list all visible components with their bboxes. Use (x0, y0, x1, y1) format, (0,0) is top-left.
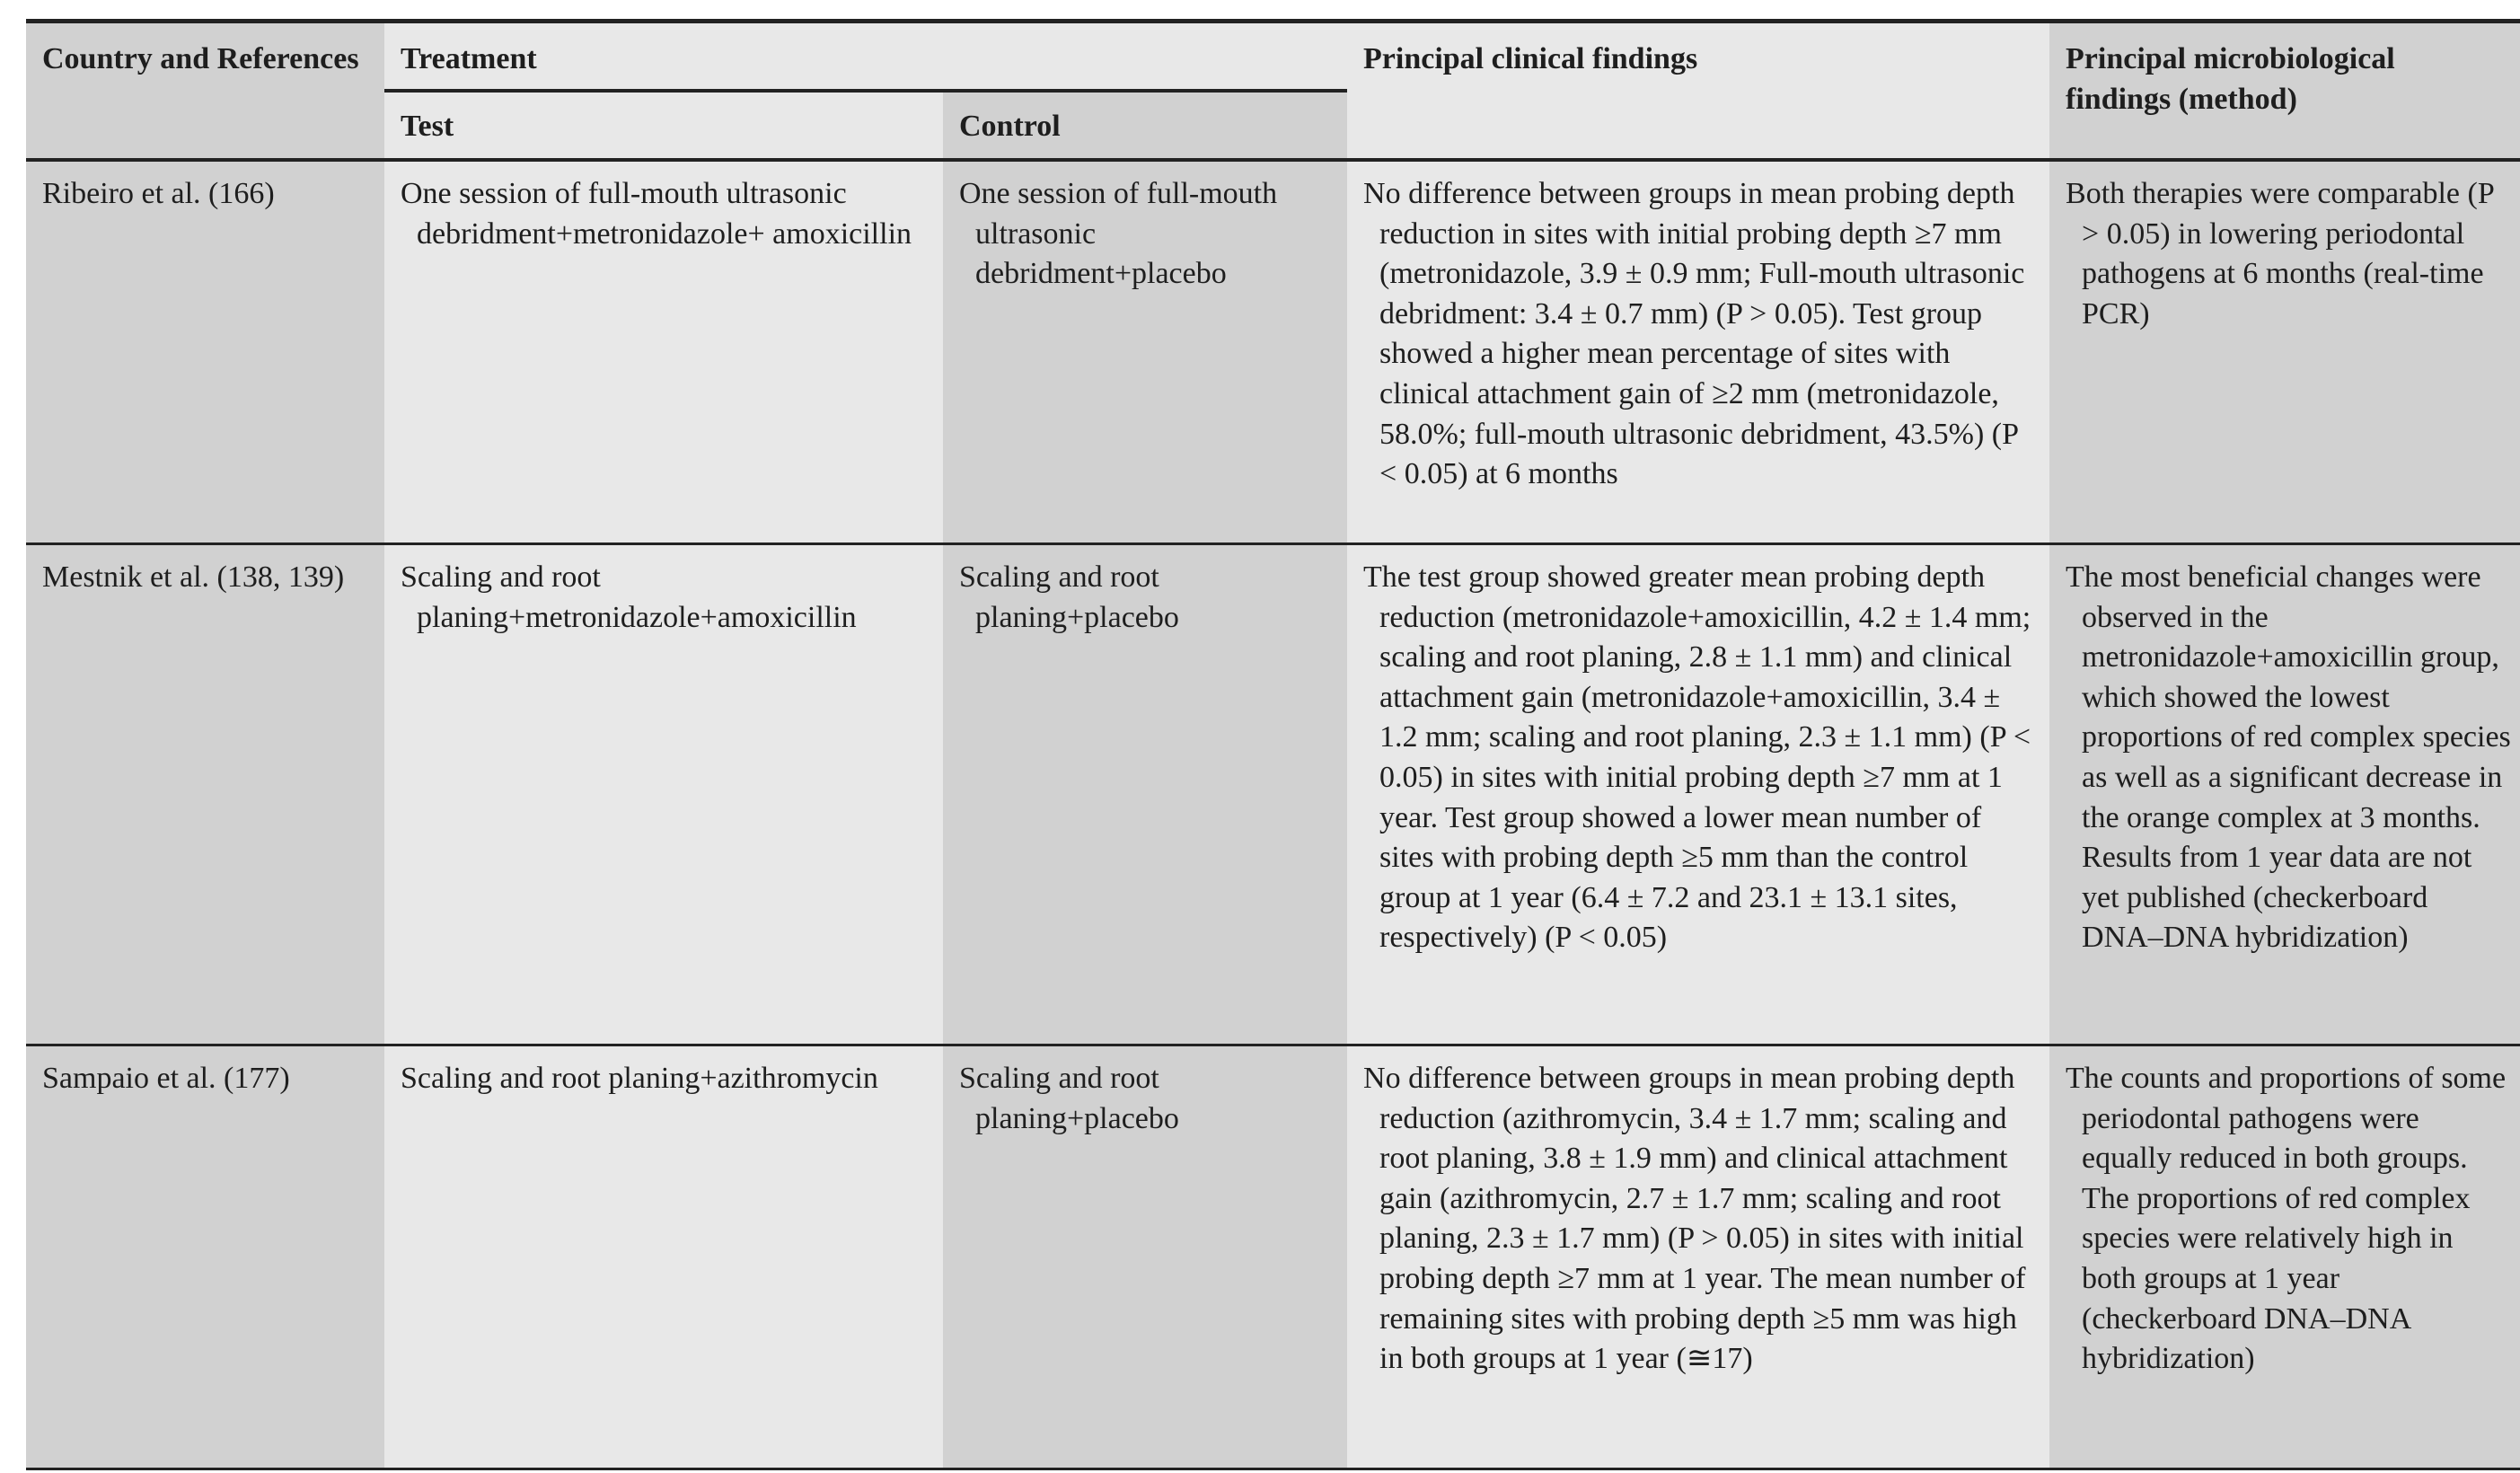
cell-reference (26, 160, 384, 544)
cell-clinical (1347, 160, 2049, 544)
table-body (26, 160, 2520, 1469)
header-country-refs (26, 22, 384, 161)
cell-micro (2049, 1045, 2520, 1469)
table-row (26, 160, 2520, 544)
test-text: One session of full-mouth ultrasonic debridment+metronidazole+ amoxicillin (401, 177, 912, 251)
table-row (26, 1045, 2520, 1469)
cell-test (384, 160, 943, 544)
micro-text: Both therapies were comparable (P > 0.05) in lowering periodontal pathogens at 6 months (real-time PCR) (2066, 177, 2494, 331)
header-control (943, 91, 1347, 160)
cell-clinical (1347, 1045, 2049, 1469)
clinical-text: No difference between groups in mean probing depth reduction in sites with initial probing depth ≥7 mm (metronidazole, 3.9 ± 0.9 mm; Full-mouth ultrasonic debridment: 3.4 ± 0.7 mm) (P > 0.05). Test group showed a higher mean percentage of sites with clinical attachment gain of ≥2 mm (metronidazole, 58.0%; full-mouth ultrasonic debridment, 43.5%) (P < 0.05) at 6 months (1363, 177, 2025, 491)
table-header (26, 22, 2520, 161)
control-text: Scaling and root planing+placebo (959, 1062, 1179, 1135)
cell-control (943, 544, 1347, 1045)
reference-text: Mestnik et al. (138, 139) (42, 560, 345, 594)
table-row (26, 544, 2520, 1045)
clinical-trials-table (26, 19, 2520, 1470)
header-micro-label: Principal microbiological findings (method) (2066, 42, 2395, 116)
reference-text: Sampaio et al. (177) (42, 1062, 290, 1095)
cell-control (943, 1045, 1347, 1469)
header-test (384, 91, 943, 160)
header-treatment-label: Treatment (401, 42, 537, 75)
test-text: Scaling and root planing+metronidazole+amoxicillin (401, 560, 857, 634)
cell-reference (26, 544, 384, 1045)
cell-micro (2049, 544, 2520, 1045)
control-text: One session of full-mouth ultrasonic debridment+placebo (959, 177, 1278, 291)
header-clinical (1347, 22, 2049, 161)
test-text: Scaling and root planing+azithromycin (401, 1062, 878, 1095)
header-treatment (384, 22, 1347, 92)
header-country-refs-label: Country and References (42, 42, 359, 75)
micro-text: The most beneficial changes were observed in the metronidazole+amoxicillin group, which showed the lowest proportions of red complex species as well as a significant decrease in the orange complex at 3 months. Results from 1 year data are not yet published (checkerboard DNA–DNA hybridization) (2066, 560, 2511, 955)
cell-test (384, 544, 943, 1045)
header-clinical-label: Principal clinical findings (1363, 42, 1698, 75)
clinical-text: No difference between groups in mean probing depth reduction (azithromycin, 3.4 ± 1.7 mm; scaling and root planing, 3.8 ± 1.9 mm) and clinical attachment gain (azithromycin, 2.7 ± 1.7 mm; scaling and root planing, 2.3 ± 1.7 mm) (P > 0.05) in sites with initial probing depth ≥7 mm at 1 year. The mean number of remaining sites with probing depth ≥5 mm was high in both groups at 1 year (≅17) (1363, 1062, 2026, 1376)
micro-text: The counts and proportions of some periodontal pathogens were equally reduced in both groups. The proportions of red complex species were relatively high in both groups at 1 year (checkerboard DNA–DNA hybridization) (2066, 1062, 2507, 1376)
cell-control (943, 160, 1347, 544)
clinical-text: The test group showed greater mean probing depth reduction (metronidazole+amoxicillin, 4.2 ± 1.4 mm; scaling and root planing, 2.8 ± 1.1 mm) and clinical attachment gain (metronidazole+amoxicillin, 3.4 ± 1.2 mm; scaling and root planing, 2.3 ± 1.1 mm) (P < 0.05) in sites with initial probing depth ≥7 mm at 1 year. Test group showed a lower mean number of sites with probing depth ≥5 mm than the control group at 1 year (6.4 ± 7.2 and 23.1 ± 13.1 sites, respectively) (P < 0.05) (1363, 560, 2031, 955)
cell-micro (2049, 160, 2520, 544)
reference-text: Ribeiro et al. (166) (42, 177, 275, 210)
cell-test (384, 1045, 943, 1469)
header-micro (2049, 22, 2520, 161)
cell-reference (26, 1045, 384, 1469)
header-control-label: Control (959, 110, 1061, 143)
cell-clinical (1347, 544, 2049, 1045)
control-text: Scaling and root planing+placebo (959, 560, 1179, 634)
header-test-label: Test (401, 110, 454, 143)
